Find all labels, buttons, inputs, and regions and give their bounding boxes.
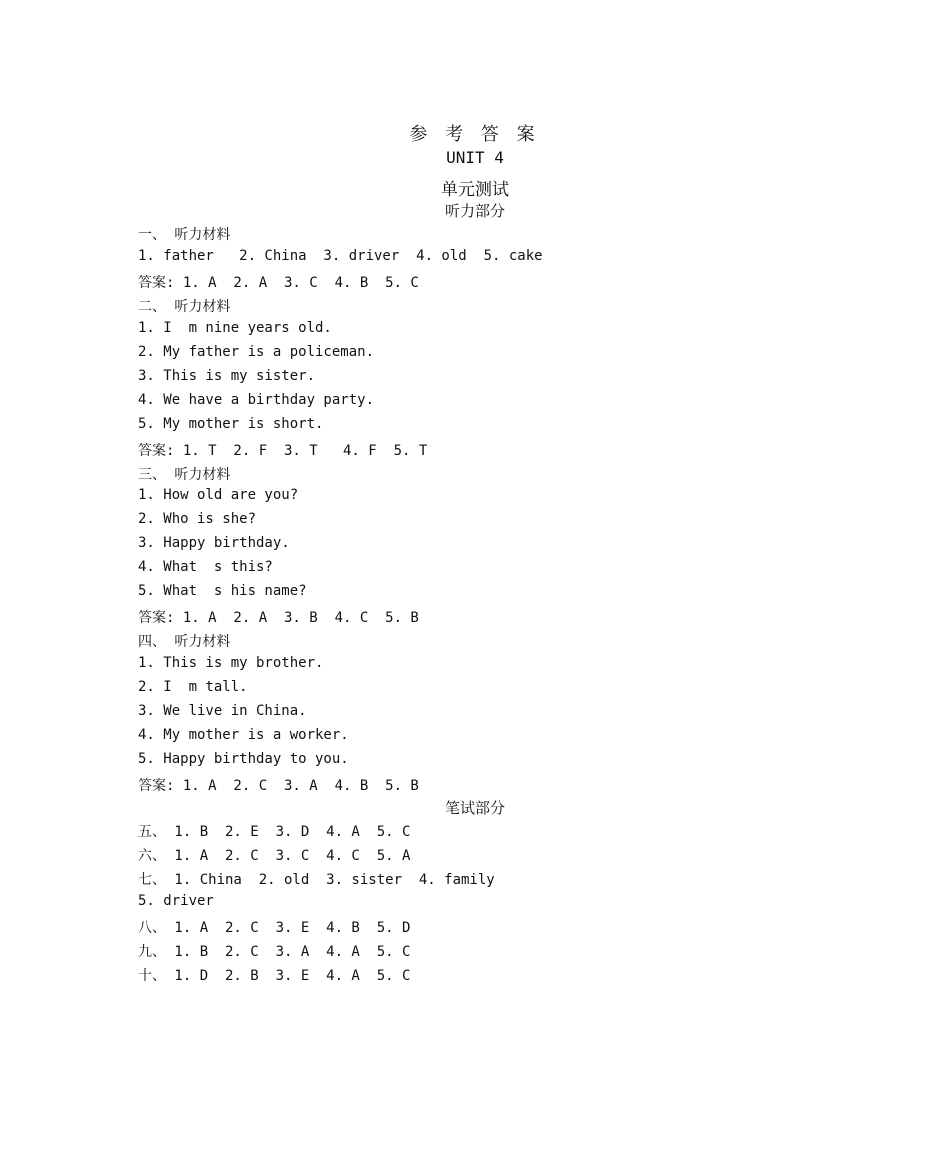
writing-line: 十、 1. D 2. B 3. E 4. A 5. C <box>138 967 411 984</box>
writing-heading: 笔试部分 <box>444 799 505 817</box>
listening-line: 一、 听力材料 <box>138 227 231 243</box>
page-title: 参 考 答 案 <box>409 124 541 145</box>
listening-line: 1. This is my brother. <box>138 655 324 672</box>
listening-line: 1. How old are you? <box>138 487 299 504</box>
writing-line: 八、 1. A 2. C 3. E 4. B 5. D <box>138 919 411 936</box>
writing-line: 七、 1. China 2. old 3. sister 4. family <box>138 871 495 888</box>
listening-line: 3. Happy birthday. <box>138 535 290 552</box>
listening-heading: 听力部分 <box>444 202 505 220</box>
listening-line: 4. What s this? <box>138 559 273 576</box>
listening-line: 2. I m tall. <box>138 679 248 696</box>
unit-label: UNIT 4 <box>446 148 504 167</box>
listening-line: 1. father 2. China 3. driver 4. old 5. cake <box>138 247 543 264</box>
listening-line: 答案: 1. T 2. F 3. T 4. F 5. T <box>138 442 428 459</box>
listening-line: 三、 听力材料 <box>138 466 231 483</box>
listening-line: 5. Happy birthday to you. <box>138 750 349 767</box>
listening-line: 4. We have a birthday party. <box>138 391 375 408</box>
writing-line: 5. driver <box>138 892 214 909</box>
listening-line: 3. We live in China. <box>138 703 307 719</box>
listening-line: 5. What s his name? <box>138 583 307 600</box>
listening-line: 答案: 1. A 2. A 3. C 4. B 5. C <box>138 274 419 291</box>
listening-line: 2. My father is a policeman. <box>138 343 375 360</box>
writing-line: 六、 1. A 2. C 3. C 4. C 5. A <box>138 847 411 864</box>
listening-line: 4. My mother is a worker. <box>138 726 349 743</box>
listening-line: 答案: 1. A 2. A 3. B 4. C 5. B <box>138 610 419 627</box>
listening-line: 3. This is my sister. <box>138 367 316 384</box>
writing-line: 五、 1. B 2. E 3. D 4. A 5. C <box>138 824 411 840</box>
listening-line: 5. My mother is short. <box>138 415 324 432</box>
listening-line: 四、 听力材料 <box>138 634 231 651</box>
listening-line: 二、 听力材料 <box>138 298 231 315</box>
listening-line: 答案: 1. A 2. C 3. A 4. B 5. B <box>138 777 419 794</box>
listening-line: 2. Who is she? <box>138 511 257 528</box>
test-name: 单元测试 <box>441 180 509 200</box>
listening-line: 1. I m nine years old. <box>138 319 332 336</box>
writing-line: 九、 1. B 2. C 3. A 4. A 5. C <box>138 943 411 960</box>
